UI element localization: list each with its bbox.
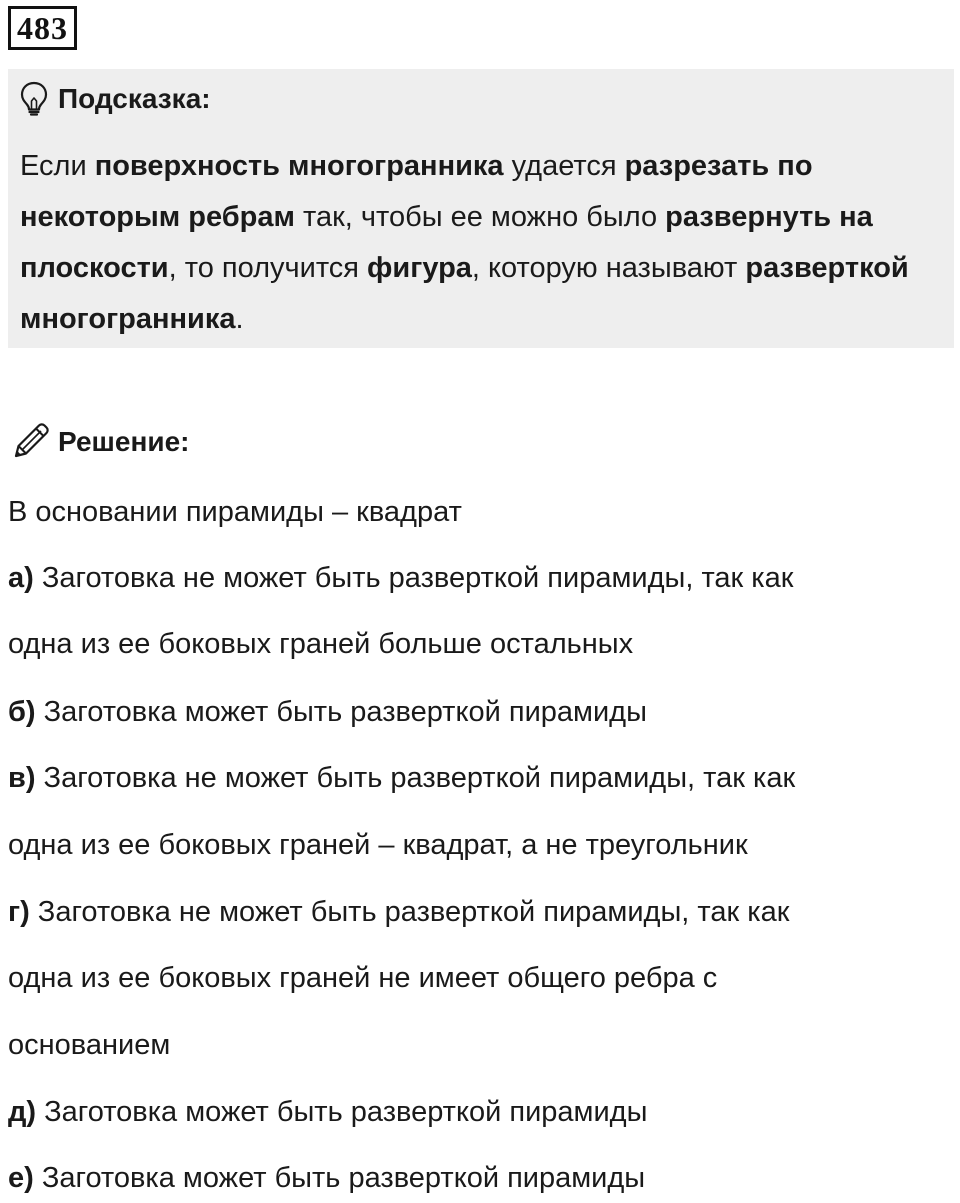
line-text: основанием [8, 1029, 171, 1061]
solution-line [8, 825, 748, 865]
line-text: Заготовка может быть разверткой пирамиды [35, 696, 647, 728]
solution-line [8, 1025, 170, 1065]
item-label: б) [8, 696, 36, 728]
pencil-icon [8, 420, 52, 464]
hint-header [20, 81, 211, 117]
hint-segment: Если [20, 150, 95, 182]
item-label: е) [8, 1162, 34, 1194]
line-text: Заготовка не может быть разверткой пирамиды, так как [33, 562, 794, 594]
line-text: одна из ее боковых граней – квадрат, а не треугольник [8, 829, 748, 861]
solution-line [8, 1092, 647, 1132]
hint-text [20, 141, 948, 345]
line-text: Заготовка не может быть разверткой пирамиды, так как [29, 896, 790, 928]
solution-line [8, 892, 789, 932]
line-text: одна из ее боковых граней больше остальных [8, 628, 634, 660]
solution-line [8, 958, 717, 998]
item-label: д) [8, 1096, 37, 1128]
hint-box [8, 69, 954, 348]
solution-line [8, 624, 633, 664]
solution-title: Решение: [58, 426, 190, 457]
solution-line [8, 558, 793, 598]
line-text: одна из ее боковых граней не имеет общего ребра с [8, 962, 718, 994]
hint-segment: . [235, 303, 244, 335]
hint-segment: , которую называют [471, 252, 746, 284]
solution-line [8, 692, 647, 732]
hint-term: разверткой многогранника [20, 252, 909, 335]
line-text: В основании пирамиды – квадрат [8, 496, 462, 528]
line-text: Заготовка может быть разверткой пирамиды [33, 1162, 646, 1194]
hint-segment: удается [503, 150, 625, 182]
hint-term: фигура [367, 252, 472, 284]
solution-header [8, 420, 189, 464]
item-label: а) [8, 562, 34, 594]
hint-term: развернуть на плоскости [20, 201, 873, 284]
line-text: Заготовка может быть разверткой пирамиды [36, 1096, 648, 1128]
line-text: Заготовка не может быть разверткой пирамиды, так как [35, 762, 796, 794]
solution-line [8, 492, 462, 532]
hint-term: разрезать по некоторым ребрам [20, 150, 813, 233]
hint-term: поверхность многогранника [94, 150, 504, 182]
task-number: 483 [8, 6, 77, 50]
item-label: г) [8, 896, 30, 928]
item-label: в) [8, 762, 36, 794]
lightbulb-icon [20, 81, 48, 117]
hint-title: Подсказка: [58, 83, 211, 114]
hint-segment: , то получится [168, 252, 368, 284]
solution-line [8, 758, 795, 798]
solution-line [8, 1158, 645, 1198]
hint-segment: так, чтобы ее можно было [294, 201, 666, 233]
